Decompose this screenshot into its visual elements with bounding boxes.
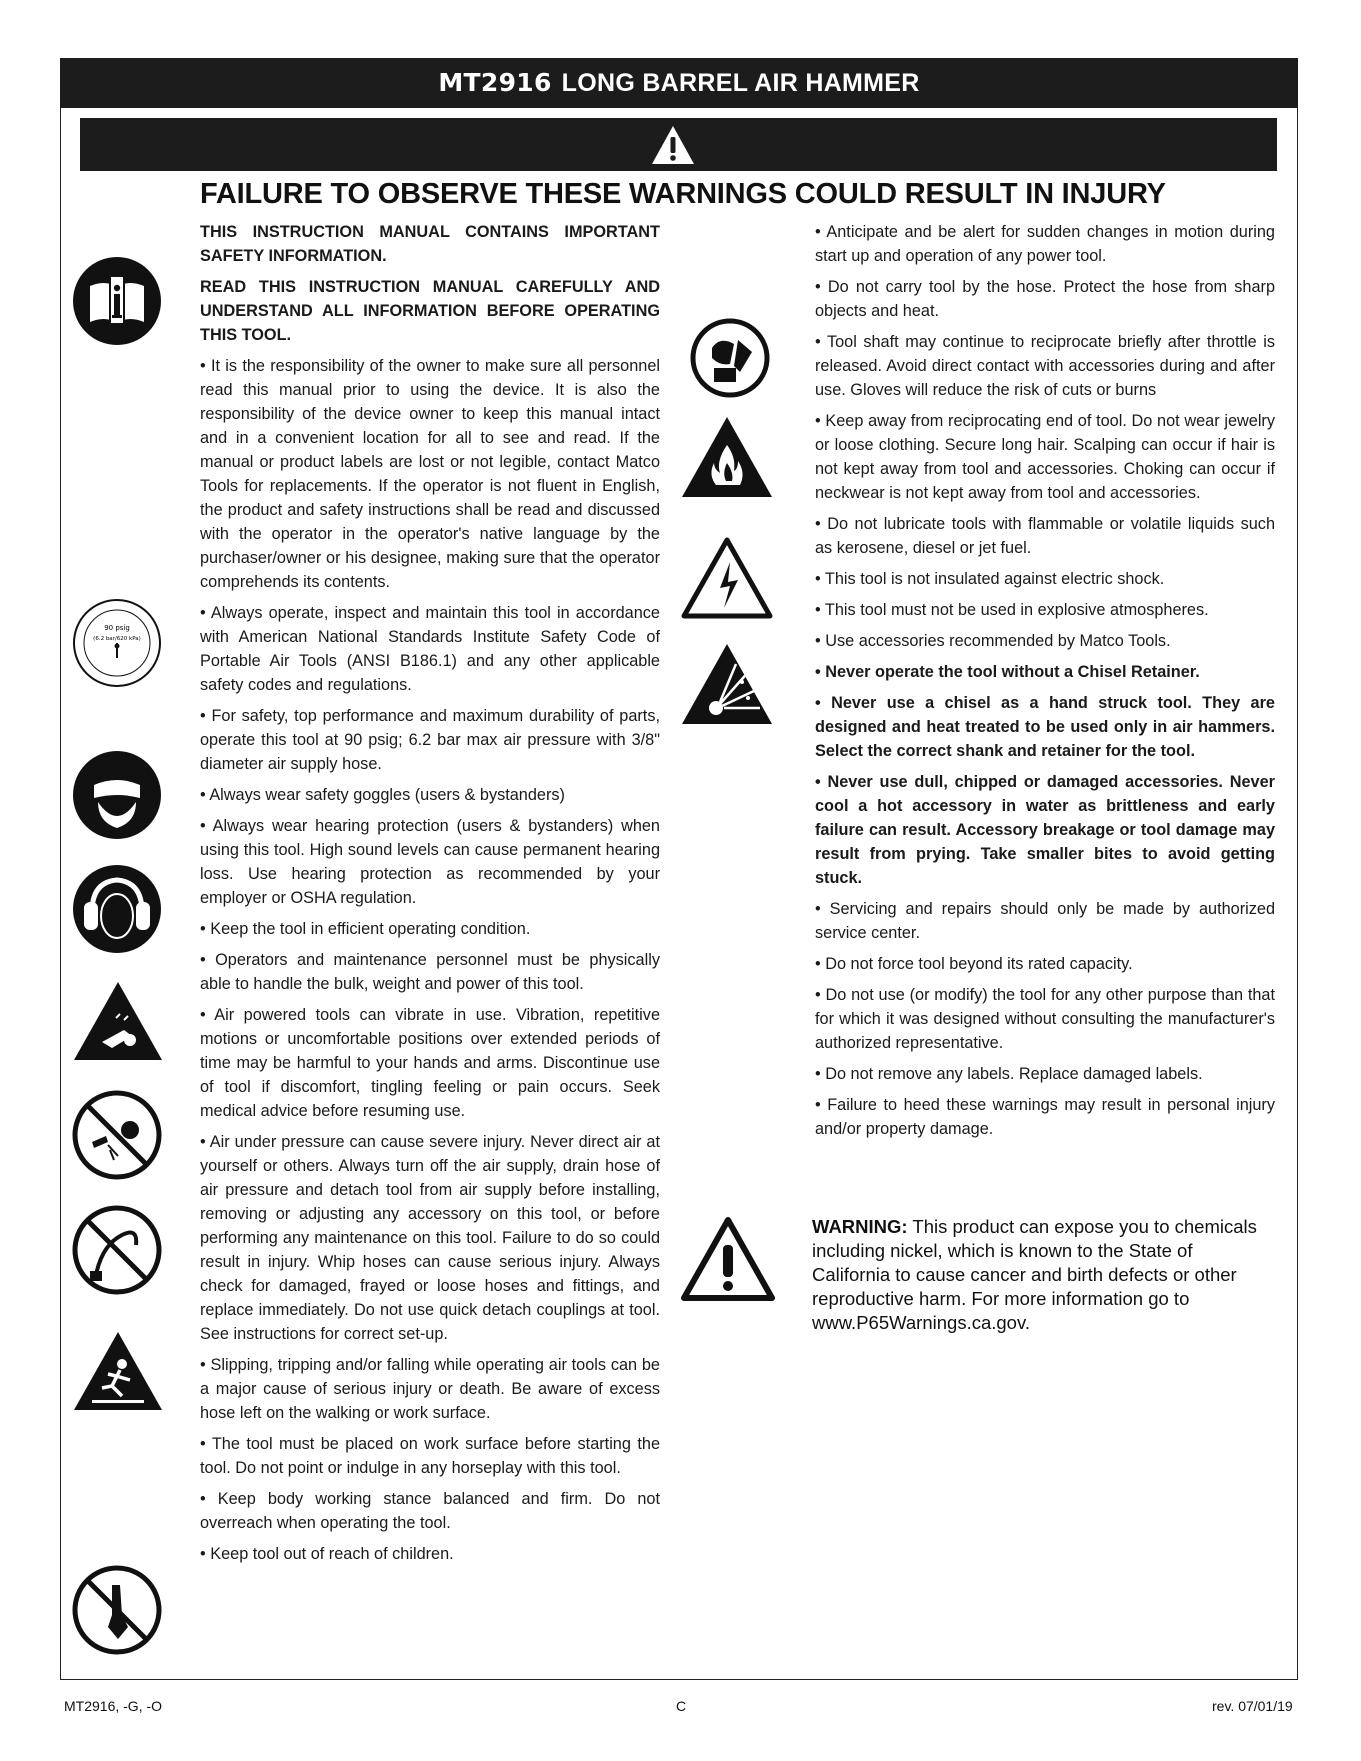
left-column-paragraph: • Operators and maintenance personnel must be physically able to handle the bulk, weight and power of this tool. [200,951,660,993]
footer-revision: rev. 07/01/19 [1212,1698,1293,1714]
right-column-paragraph: • Do not force tool beyond its rated capacity. [815,955,1133,973]
left-column-paragraph: • It is the responsibility of the owner to make sure all personnel read this manual prior to using the device. It is also the responsibility of the device owner to keep this manual intact and in a convenient location for all to see and read. If the manual or product labels are lost or not legible, contact Matco Tools for replacements. If the operator is not fluent in English, the product and safety instructions shall be read and discussed with the operator in the operator's native language by the purchaser/owner or his designee, making sure that the operator comprehends its contents. [200,357,660,591]
left-column [200,220,660,1573]
prop65-text: This product can expose you to chemicals including nickel, which is known to the State of California to cause cancer and birth defects or other reproductive harm. For more information go to www.P65Warnings.ca.gov. [812,1216,1257,1333]
right-column-paragraph: • Do not carry tool by the hose. Protect the hose from sharp objects and heat. [815,278,1275,320]
left-column-paragraph: • Always operate, inspect and maintain this tool in accordance with American National Standards Institute Safety Code of Portable Air Tools (ANSI B186.1) and any other applicable safety codes and regulations. [200,604,660,694]
fire-warning-icon [680,415,774,499]
left-column-paragraph: • Slipping, tripping and/or falling while operating air tools can be a major cause of serious injury or death. Be aware of excess hose left on the walking or work surface. [200,1356,660,1422]
left-column-paragraph: • Keep tool out of reach of children. [200,1545,454,1563]
read-manual-icon [72,256,162,346]
prop65-label: WARNING: [812,1216,908,1237]
right-column-paragraph: • Keep away from reciprocating end of tool. Do not wear jewelry or loose clothing. Secure long hair. Scalping can occur if hair is not kept away from tool and accessories. Choking can occur if neckwear is not kept away from tool and accessories. [815,412,1275,502]
left-column-paragraph: THIS INSTRUCTION MANUAL CONTAINS IMPORTANT SAFETY INFORMATION. [200,223,660,265]
left-column-paragraph: • Always wear safety goggles (users & bystanders) [200,786,565,804]
right-column-paragraph: • Failure to heed these warnings may result in personal injury and/or property damage. [815,1096,1275,1138]
warning-banner [80,118,1277,171]
right-column-paragraph: • This tool must not be used in explosive atmospheres. [815,601,1209,619]
warning-triangle-icon [650,124,696,166]
right-column-paragraph: • Do not use (or modify) the tool for any other purpose than that for which it was designed without consulting the manufacturer's authorized representative. [815,986,1275,1052]
warning-headline: FAILURE TO OBSERVE THESE WARNINGS COULD RESULT IN INJURY [200,178,1166,210]
right-column-paragraph: • Use accessories recommended by Matco Tools. [815,632,1171,650]
page-title-bar [60,58,1298,108]
electric-shock-icon [680,536,774,620]
left-column-paragraph: • Keep the tool in efficient operating condition. [200,920,531,938]
left-column-paragraph: • For safety, top performance and maximum durability of parts, operate this tool at 90 psig; 6.2 bar max air pressure with 3/8" diameter air supply hose. [200,707,660,773]
product-title: LONG BARREL AIR HAMMER [561,69,920,97]
right-column-paragraph: • Do not remove any labels. Replace damaged labels. [815,1065,1203,1083]
right-column-paragraph: • Never use a chisel as a hand struck tool. They are designed and heat treated to be used only in air hammers. Select the correct shank and retainer for the tool. [815,694,1275,760]
gauge-top-label: 90 psig [104,624,130,632]
pressure-gauge-icon [72,598,162,688]
right-column-paragraph: • Servicing and repairs should only be made by authorized service center. [815,900,1275,942]
safety-goggles-icon [72,750,162,840]
gauge-bottom-label: (6.2 bar/620 kPa) [93,636,141,642]
whip-hose-icon [72,1205,162,1295]
left-column-paragraph: • Air powered tools can vibrate in use. Vibration, repetitive motions or uncomfortable positions over extended periods of time may be harmful to your hands and arms. Discontinue use of tool if discomfort, tingling feeling or pain occurs. Seek medical advice before resuming use. [200,1006,660,1120]
right-column-paragraph: • Never operate the tool without a Chisel Retainer. [815,663,1200,681]
no-horseplay-icon [72,1565,162,1655]
footer-model: MT2916, -G, -O [64,1698,163,1714]
right-column-paragraph: • Tool shaft may continue to reciprocate briefly after throttle is released. Avoid direct contact with accessories during and after use. Gloves will reduce the risk of cuts or burns [815,333,1275,399]
left-column-paragraph: • The tool must be placed on work surface before starting the tool. Do not point or indulge in any horseplay with this tool. [200,1435,660,1477]
left-column-paragraph: • Always wear hearing protection (users & bystanders) when using this tool. High sound levels can cause permanent hearing loss. Use hearing protection as recommended by your employer or OSHA regulation. [200,817,660,907]
no-air-at-people-icon [72,1090,162,1180]
footer-page: C [676,1698,687,1714]
right-column-paragraph: • Do not lubricate tools with flammable or volatile liquids such as kerosene, diesel or jet fuel. [815,515,1275,557]
right-column [815,220,1275,1148]
reciprocating-hand-icon [690,318,770,398]
left-column-paragraph: • Keep body working stance balanced and firm. Do not overreach when operating the tool. [200,1490,660,1532]
right-column-paragraph: • This tool is not insulated against electric shock. [815,570,1165,588]
prop65-warning [812,1215,1272,1335]
right-column-paragraph: • Never use dull, chipped or damaged accessories. Never cool a hot accessory in water as brittleness and early failure can result. Accessory breakage or tool damage may result from prying. Take smaller bites to avoid getting stuck. [815,773,1275,887]
vibration-warning-icon [72,980,164,1062]
right-column-paragraph: • Anticipate and be alert for sudden changes in motion during start up and operation of any power tool. [815,223,1275,265]
prop65-warning-icon [680,1215,776,1303]
left-column-paragraph: • Air under pressure can cause severe injury. Never direct air at yourself or others. Always turn off the air supply, drain hose of air pressure and detach tool from air supply before installing, removing or adjusting any accessory on this tool, or before performing any maintenance on this tool. Failure to do so could result in injury. Whip hoses can cause serious injury. Always check for damaged, frayed or loose hoses and fittings, and replace immediately. Do not use quick detach couplings at tool. See instructions for correct set-up. [200,1133,660,1343]
explosion-warning-icon [680,642,774,726]
left-column-paragraph: READ THIS INSTRUCTION MANUAL CAREFULLY AND UNDERSTAND ALL INFORMATION BEFORE OPERATING THIS TOOL. [200,278,660,344]
slip-trip-icon [72,1330,164,1412]
hearing-protection-icon [72,864,162,954]
model-number: MT2916 [438,68,552,97]
